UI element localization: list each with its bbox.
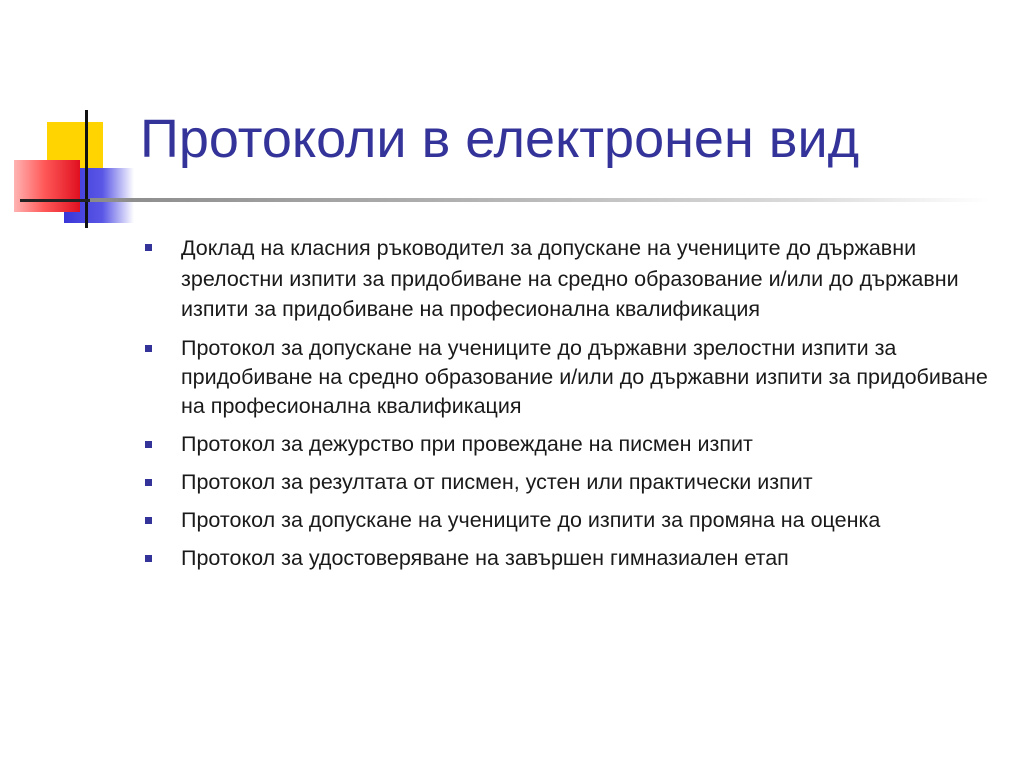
square-bullet-icon — [145, 555, 152, 562]
list-item-text: Протокол за допускане на учениците до държавни зрелостни изпити за придобиване на средно образование и/или до държавни изпити за придобиване на професионална квалификация — [181, 335, 988, 418]
slide-title: Протоколи в електронен вид — [140, 109, 860, 169]
list-item — [142, 468, 992, 497]
square-bullet-icon — [145, 517, 152, 524]
bullet-list — [142, 233, 992, 582]
square-bullet-icon — [145, 244, 152, 251]
list-item-text: Протокол за допускане на учениците до изпити за промяна на оценка — [181, 507, 881, 532]
list-item — [142, 334, 992, 421]
list-item — [142, 233, 992, 325]
list-item — [142, 544, 992, 573]
square-bullet-icon — [145, 479, 152, 486]
red-square-decoration — [14, 160, 80, 212]
square-bullet-icon — [145, 441, 152, 448]
list-item-text: Протокол за удостоверяване на завършен гимназиален етап — [181, 545, 789, 570]
list-item — [142, 430, 992, 459]
list-item-text: Протокол за дежурство при провеждане на писмен изпит — [181, 431, 753, 456]
vertical-line-decoration — [85, 110, 88, 228]
list-item — [142, 506, 992, 535]
list-item-text: Протокол за резултата от писмен, устен или практически изпит — [181, 469, 813, 494]
list-item-text: Доклад на класния ръководител за допускане на учениците до държавни зрелостни изпити за придобиване на средно образование и/или до държавни изпити за придобиване на професионална квалификация — [181, 236, 959, 321]
square-bullet-icon — [145, 345, 152, 352]
title-underline-rule — [90, 198, 990, 202]
